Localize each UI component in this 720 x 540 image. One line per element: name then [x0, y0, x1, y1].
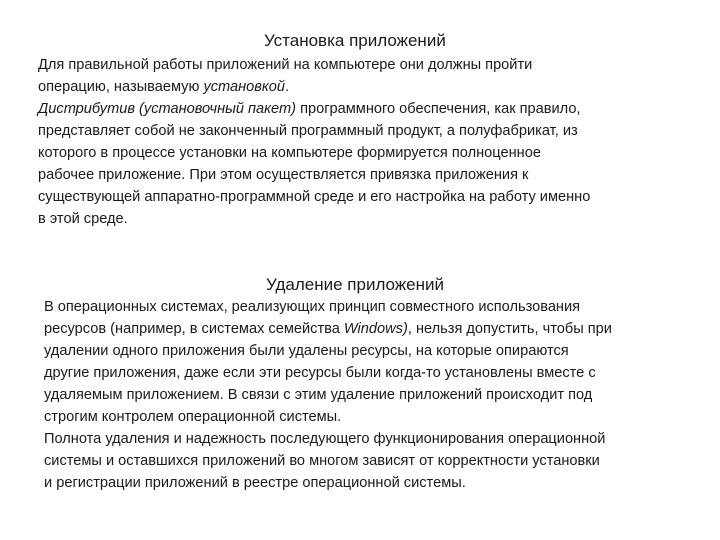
- text-line: Дистрибутив (установочный пакет) программного обеспечения, как правило,: [38, 101, 581, 117]
- text-line: строгим контролем операционной системы.: [44, 409, 342, 425]
- text-line: В операционных системах, реализующих принцип совместного использования: [44, 299, 581, 315]
- text-line: и регистрации приложений в реестре операционной системы.: [44, 475, 466, 491]
- text-line: системы и оставшихся приложений во многом зависят от корректности установки: [44, 453, 600, 469]
- emphasized-term: установкой: [203, 79, 286, 95]
- text-line: рабочее приложение. При этом осуществляется привязка приложения к: [38, 167, 529, 183]
- text-line: удаляемым приложением. В связи с этим удаление приложений происходит под: [44, 387, 593, 403]
- text-line: представляет собой не законченный программный продукт, а полуфабрикат, из: [38, 123, 578, 139]
- install-section-title: Установка приложений: [264, 31, 446, 50]
- remove-section-text: [44, 296, 704, 494]
- emphasized-term: Дистрибутив (установочный пакет): [38, 101, 297, 117]
- text-line: в этой среде.: [38, 211, 128, 227]
- emphasized-term: Windows): [343, 321, 408, 337]
- text-line: существующей аппаратно-программной среде и его настройка на работу именно: [38, 189, 591, 205]
- text-line: удалении одного приложения были удалены ресурсы, на которые опираются: [44, 343, 569, 359]
- text-line: ресурсов (например, в системах семейства Windows), нельзя допустить, чтобы при: [44, 321, 612, 337]
- text-line: операцию, называемую установкой.: [38, 79, 290, 95]
- text-line: которого в процессе установки на компьютере формируется полноценное: [38, 145, 541, 161]
- remove-section-title: Удаление приложений: [266, 275, 445, 294]
- text-line: Полнота удаления и надежность последующего функционирования операционной: [44, 431, 606, 447]
- text-line: Для правильной работы приложений на компьютере они должны пройти: [38, 57, 533, 73]
- text-line: другие приложения, даже если эти ресурсы были когда-то установлены вместе с: [44, 365, 596, 381]
- install-section-text: [38, 54, 698, 230]
